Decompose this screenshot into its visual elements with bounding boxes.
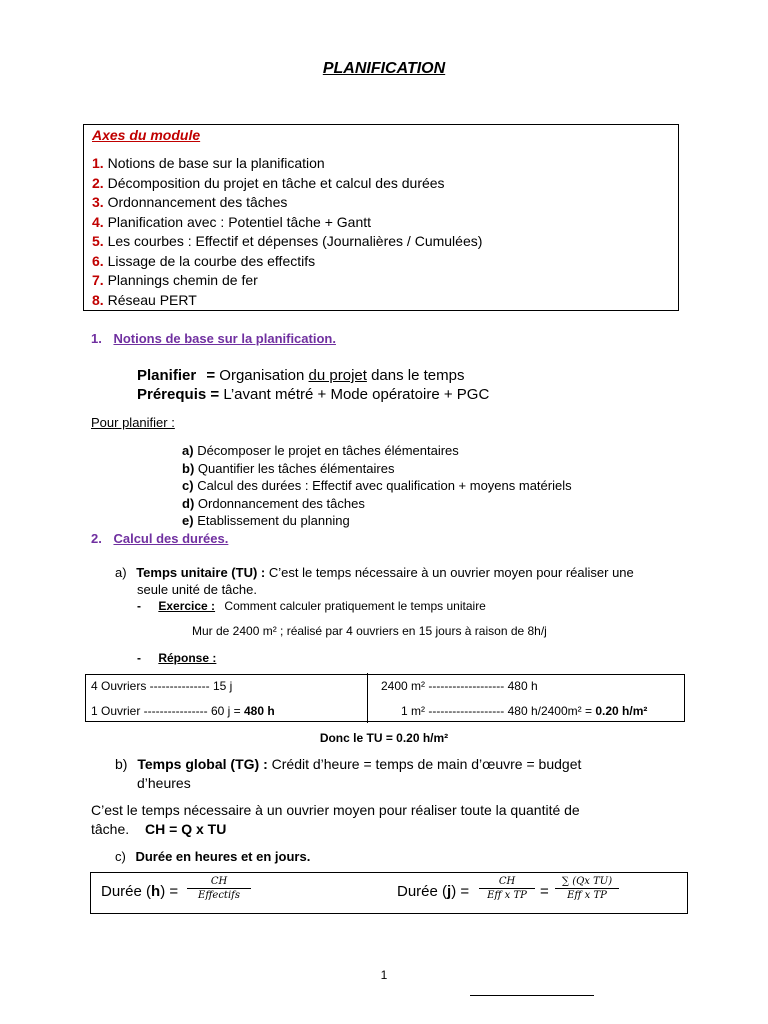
axes-heading: Axes du module bbox=[92, 127, 201, 143]
page-title: PLANIFICATION bbox=[322, 60, 446, 77]
axes-item-number: 7. bbox=[92, 272, 104, 288]
pour-planifier-label: Pour planifier : bbox=[91, 415, 175, 430]
tg-explanation-line1: C’est le temps nécessaire à un ouvrier moyen pour réaliser toute la quantité de bbox=[91, 802, 580, 818]
duree-jours-fraction bbox=[479, 876, 535, 901]
duree-formula-box bbox=[90, 872, 688, 914]
temps-global-label: Temps global (TG) : bbox=[137, 756, 268, 772]
axes-item-text: Planification avec : Potentiel tâche + Gantt bbox=[107, 213, 372, 230]
axes-item bbox=[92, 292, 197, 308]
axes-item bbox=[92, 214, 371, 230]
section-1-heading bbox=[91, 331, 336, 346]
reponse-line bbox=[137, 651, 216, 665]
axes-item-text: Les courbes : Effectif et dépenses (Journalières / Cumulées) bbox=[107, 233, 483, 249]
tg-text: tâche. bbox=[91, 821, 130, 837]
footer-line bbox=[470, 995, 594, 996]
axes-item-number: 8. bbox=[92, 291, 104, 308]
axes-item bbox=[92, 194, 287, 210]
step-text: Calcul des durées : Effectif avec qualification + moyens matériels bbox=[197, 478, 572, 493]
tg-explanation-line2 bbox=[91, 821, 226, 837]
axes-item-number: 1. bbox=[92, 155, 104, 171]
fraction-denominator: Effectifs bbox=[198, 890, 240, 901]
tu-conclusion: Donc le TU = 0.20 h/m² bbox=[319, 731, 449, 745]
duree-label: Durée en heures et en jours. bbox=[135, 849, 311, 864]
formula-text: ) = bbox=[160, 883, 179, 900]
planifier-text-underlined: du projet bbox=[308, 367, 367, 384]
temps-unitaire-text: C’est le temps nécessaire à un ouvrier moyen pour réaliser une bbox=[268, 565, 634, 580]
axes-item bbox=[92, 155, 325, 171]
item-letter: c) bbox=[115, 849, 126, 864]
axes-item-text: Décomposition du projet en tâche et calcul des durées bbox=[107, 174, 445, 191]
item-letter: a) bbox=[115, 565, 127, 580]
reponse-table bbox=[85, 674, 685, 722]
section-number: 1. bbox=[91, 331, 102, 346]
temps-global-text: Crédit d’heure = temps de main d’œuvre = budget bbox=[271, 756, 582, 772]
temps-unitaire-label: Temps unitaire (TU) : bbox=[136, 565, 266, 580]
table-cell-text: 1 m² ------------------- 480 h/2400m² = bbox=[401, 704, 592, 718]
duree-heures-fraction bbox=[187, 876, 251, 901]
prerequis-text: L’avant métré + Mode opératoire + PGC bbox=[223, 386, 490, 403]
page-number: 1 bbox=[380, 968, 388, 982]
step-text: Etablissement du planning bbox=[197, 513, 350, 528]
step-text: Décomposer le projet en tâches élémentaires bbox=[197, 443, 459, 458]
section-2-heading bbox=[91, 531, 228, 546]
axes-item bbox=[92, 175, 445, 191]
step-text: Ordonnancement des tâches bbox=[197, 495, 365, 511]
section-title: Calcul des durées. bbox=[113, 531, 229, 546]
planifier-definition bbox=[137, 367, 464, 384]
step-letter: a) bbox=[182, 443, 194, 458]
duree-heading bbox=[115, 849, 310, 864]
axes-item-number: 4. bbox=[92, 213, 104, 230]
table-divider bbox=[367, 673, 368, 723]
step-letter: c) bbox=[182, 478, 194, 493]
planifier-text: Organisation bbox=[219, 367, 305, 384]
bullet: - bbox=[137, 599, 141, 613]
axes-item-text: Notions de base sur la planification bbox=[107, 155, 325, 171]
fraction-numerator: CH bbox=[498, 876, 516, 887]
exercice-label: Exercice : bbox=[158, 599, 216, 613]
step-letter: d) bbox=[182, 495, 195, 511]
planifier-text: dans le temps bbox=[371, 367, 465, 384]
item-letter: b) bbox=[115, 756, 128, 772]
step-item bbox=[182, 513, 350, 528]
fraction-denominator: Eff x TP bbox=[487, 890, 527, 901]
formula-text: Durée ( bbox=[101, 883, 152, 900]
bullet: - bbox=[137, 651, 141, 665]
step-item bbox=[182, 478, 572, 493]
step-item bbox=[182, 496, 365, 511]
exercice-detail: Mur de 2400 m² ; réalisé par 4 ouvriers en 15 jours à raison de 8h/j bbox=[192, 624, 547, 638]
temps-global-line1 bbox=[115, 756, 581, 772]
section-number: 2. bbox=[91, 531, 102, 546]
step-item bbox=[182, 443, 459, 458]
formula-unit: j bbox=[447, 883, 452, 900]
exercice-text: Comment calculer pratiquement le temps unitaire bbox=[224, 599, 486, 613]
fraction-denominator: Eff x TP bbox=[567, 890, 607, 901]
planifier-equals: = bbox=[206, 367, 216, 384]
duree-jours-label bbox=[397, 883, 469, 900]
fraction-bar bbox=[187, 888, 251, 889]
reponse-label: Réponse : bbox=[158, 651, 217, 665]
prerequis-definition bbox=[137, 386, 489, 403]
table-cell: 4 Ouvriers --------------- 15 j bbox=[91, 679, 233, 693]
section-title: Notions de base sur la planification. bbox=[113, 331, 336, 346]
duree-heures-label bbox=[101, 883, 178, 900]
axes-item-number: 3. bbox=[92, 194, 104, 210]
axes-item-number: 2. bbox=[92, 174, 104, 191]
step-item bbox=[182, 461, 394, 476]
axes-item bbox=[92, 253, 315, 269]
axes-module-box bbox=[83, 124, 679, 311]
table-cell: 2400 m² ------------------- 480 h bbox=[381, 679, 538, 693]
prerequis-label: Prérequis = bbox=[137, 386, 220, 403]
fraction-bar bbox=[479, 888, 535, 889]
formula-text: Durée ( bbox=[397, 883, 448, 900]
duree-jours-sum-fraction bbox=[555, 876, 619, 901]
exercice-line bbox=[137, 599, 486, 613]
fraction-bar bbox=[555, 888, 619, 889]
axes-item-text: Ordonnancement des tâches bbox=[107, 194, 288, 210]
step-letter: b) bbox=[182, 460, 195, 476]
fraction-numerator: CH bbox=[210, 876, 228, 887]
table-cell-result: 480 h bbox=[244, 704, 275, 718]
temps-unitaire-line2: seule unité de tâche. bbox=[137, 582, 257, 597]
axes-item-number: 6. bbox=[92, 252, 104, 269]
formula-equals: = bbox=[540, 883, 549, 900]
formula-unit: h bbox=[151, 883, 161, 900]
axes-item bbox=[92, 233, 482, 249]
ch-formula: CH = Q x TU bbox=[145, 821, 227, 837]
temps-global-line2: d’heures bbox=[137, 775, 191, 791]
fraction-numerator: ∑ (Qx TU) bbox=[561, 876, 613, 887]
table-cell-result: 0.20 h/m² bbox=[595, 704, 648, 718]
axes-item bbox=[92, 272, 258, 288]
formula-text: ) = bbox=[451, 883, 470, 900]
axes-item-text: Réseau PERT bbox=[107, 291, 197, 308]
step-text: Quantifier les tâches élémentaires bbox=[197, 460, 395, 476]
table-cell bbox=[401, 704, 647, 718]
axes-item-text: Lissage de la courbe des effectifs bbox=[107, 252, 316, 269]
table-cell-text: 1 Ouvrier ---------------- 60 j = bbox=[91, 704, 241, 718]
step-letter: e) bbox=[182, 513, 194, 528]
axes-item-number: 5. bbox=[92, 233, 104, 249]
temps-unitaire-line1 bbox=[115, 565, 634, 580]
planifier-label: Planifier bbox=[137, 367, 197, 384]
axes-item-text: Plannings chemin de fer bbox=[107, 272, 258, 288]
table-cell bbox=[91, 704, 275, 718]
